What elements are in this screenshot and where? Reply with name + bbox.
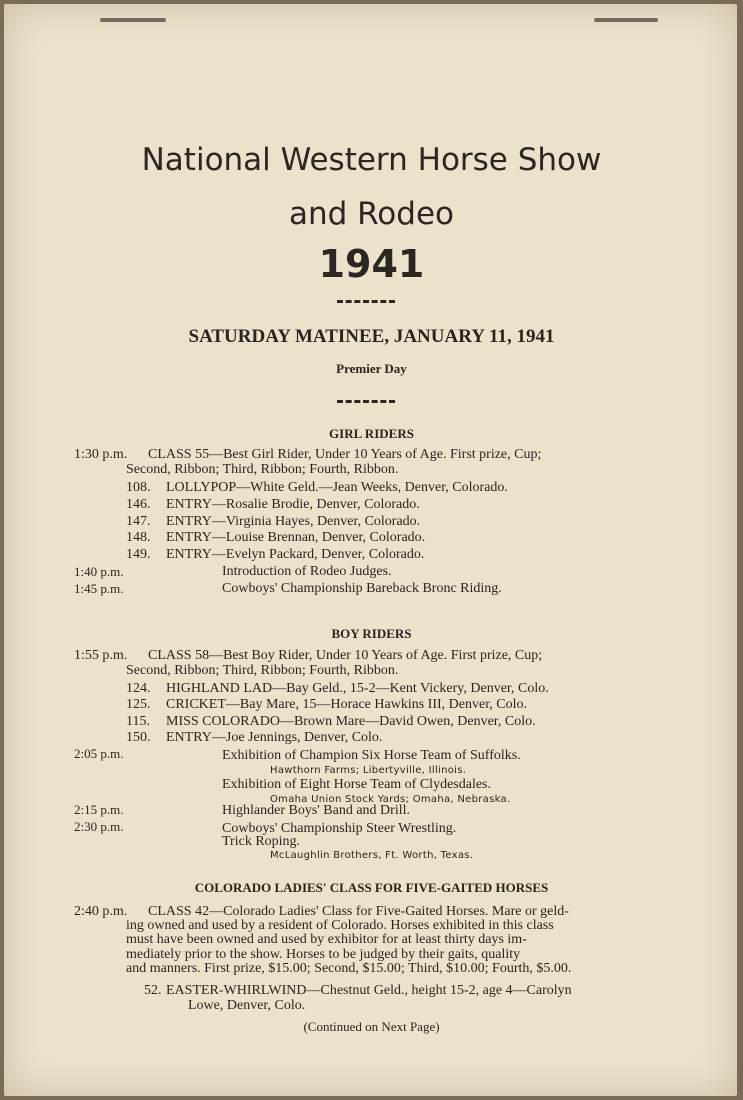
class42-line: and manners. First prize, $15.00; Second, $15.00; Third, $10.00; Fourth, $5.00. (126, 960, 572, 976)
ladies-class-heading: COLORADO LADIES' CLASS FOR FIVE-GAITED HORSES (194, 880, 549, 895)
staple-right (594, 18, 658, 22)
hawthorn-farms: Hawthorn Farms; Libertyville, Illinois. (270, 765, 467, 776)
class58-text: CLASS 58—Best Boy Rider, Under 10 Years of Age. First prize, Cup; (148, 648, 543, 663)
boy-entry-num: 125. (126, 697, 151, 712)
boy-entry: ENTRY—Joe Jennings, Denver, Colo. (166, 730, 383, 745)
class42-description (126, 919, 671, 976)
boy-riders-heading: BOY RIDERS (331, 626, 412, 641)
class55-text-2: Second, Ribbon; Third, Ribbon; Fourth, Ribbon. (126, 462, 399, 477)
divider-1 (337, 300, 395, 303)
class58-time: 1:55 p.m. (74, 648, 128, 663)
event-text: Introduction of Rodeo Judges. (222, 564, 392, 579)
time-205: 2:05 p.m. (74, 746, 124, 761)
title-line-2: and Rodeo (288, 196, 454, 232)
girl-entry-num: 147. (126, 514, 151, 529)
girl-entry: LOLLYPOP—White Geld.—Jean Weeks, Denver, Colorado. (166, 480, 508, 495)
boy-entry-num: 115. (126, 714, 150, 729)
class42-text: CLASS 42—Colorado Ladies' Class for Five-Gaited Horses. Mare or geld- (148, 904, 569, 919)
boy-entry: CRICKET—Bay Mare, 15—Horace Hawkins III, Denver, Colo. (166, 697, 528, 712)
class58-text-2: Second, Ribbon; Third, Ribbon; Fourth, Ribbon. (126, 663, 399, 678)
class55-time: 1:30 p.m. (74, 447, 128, 462)
entry-52-num: 52. (144, 983, 162, 998)
exhibition-suffolks: Exhibition of Champion Six Horse Team of Suffolks. (222, 748, 521, 763)
girl-entry: ENTRY—Louise Brennan, Denver, Colorado. (166, 530, 426, 545)
continued-note: (Continued on Next Page) (303, 1019, 440, 1034)
class42-time: 2:40 p.m. (74, 904, 128, 919)
highlander-band: Highlander Boys' Band and Drill. (222, 803, 410, 818)
class55-text: CLASS 55—Best Girl Rider, Under 10 Years of Age. First prize, Cup; (148, 447, 542, 462)
exhibition-clydesdales: Exhibition of Eight Horse Team of Clydesdales. (222, 777, 491, 792)
girl-entry: ENTRY—Virginia Hayes, Denver, Colorado. (166, 514, 421, 529)
class42-line: must have been owned and used by exhibitor for at least thirty days im- (126, 932, 527, 948)
girl-entry-num: 146. (126, 497, 151, 512)
event-time: 1:40 p.m. (74, 564, 124, 579)
class42-line: ing owned and used by a resident of Colorado. Horses exhibited in this class (126, 918, 554, 933)
title-line-1: National Western Horse Show (141, 142, 602, 178)
girl-entry: ENTRY—Rosalie Brodie, Denver, Colorado. (166, 497, 420, 512)
omaha-stock-yards: Omaha Union Stock Yards; Omaha, Nebraska. (270, 794, 511, 805)
subtitle: SATURDAY MATINEE, JANUARY 11, 1941 (188, 326, 555, 347)
premier-day: Premier Day (336, 361, 407, 376)
trick-roping: Trick Roping. (222, 834, 301, 849)
boy-entry-num: 124. (126, 681, 151, 696)
girl-riders-heading: GIRL RIDERS (329, 426, 414, 441)
event-text: Cowboys' Championship Bareback Bronc Riding. (222, 581, 502, 596)
entry-52-text-2: Lowe, Denver, Colo. (188, 998, 306, 1013)
time-215: 2:15 p.m. (74, 802, 124, 817)
boy-entry: HIGHLAND LAD—Bay Geld., 15-2—Kent Vickery, Denver, Colo. (166, 681, 549, 696)
entry-52-text: EASTER-WHIRLWIND—Chestnut Geld., height 15-2, age 4—Carolyn (166, 983, 572, 998)
mclaughlin-brothers: McLaughlin Brothers, Ft. Worth, Texas. (270, 850, 474, 861)
time-230: 2:30 p.m. (74, 819, 124, 834)
girl-entry-num: 108. (126, 480, 151, 495)
boy-entry-num: 150. (126, 730, 151, 745)
divider-2 (337, 400, 395, 403)
steer-wrestling: Cowboys' Championship Steer Wrestling. (222, 821, 457, 836)
event-time: 1:45 p.m. (74, 581, 124, 596)
girl-entry: ENTRY—Evelyn Packard, Denver, Colorado. (166, 547, 425, 562)
boy-entry: MISS COLORADO—Brown Mare—David Owen, Denver, Colo. (166, 714, 536, 729)
girl-entry-num: 148. (126, 530, 151, 545)
girl-entry-num: 149. (126, 547, 151, 562)
year: 1941 (318, 242, 425, 286)
class42-line: mediately prior to the show. Horses to be judged by their gaits, quality (126, 946, 521, 962)
staple-left (100, 18, 166, 22)
